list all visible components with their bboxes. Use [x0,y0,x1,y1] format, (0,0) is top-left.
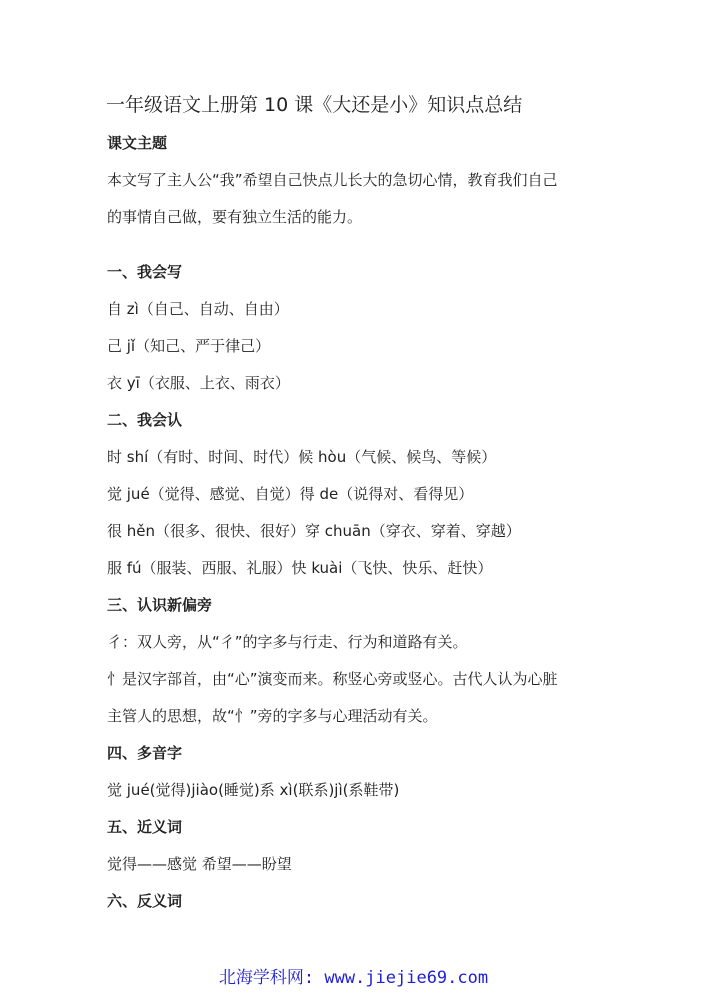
section-heading: 三、认识新偏旁 [107,596,213,614]
section-line: 己 jǐ（知己、严于律己） [107,337,271,355]
section-line: 忄是汉字部首，由“心”演变而来。称竖心旁或竖心。古代人认为心脏 [107,670,558,688]
section-line: 服 fú（服装、西服、礼服）快 kuài（飞快、快乐、赶快） [107,559,493,577]
section-line: 自 zì（自己、自动、自由） [107,300,289,318]
page-title: 一年级语文上册第 10 课《大还是小》知识点总结 [106,94,523,116]
theme-line: 本文写了主人公“我”希望自己快点儿长大的急切心情，教育我们自己 [107,171,558,189]
section-heading: 一、我会写 [107,263,183,281]
section-heading: 四、多音字 [107,744,183,762]
section-line: 时 shí（有时、时间、时代）候 hòu（气候、候鸟、等候） [107,448,497,466]
section-heading: 六、反义词 [107,892,183,910]
section-line: 觉 jué(觉得)jiào(睡觉)系 xì(联系)jì(系鞋带) [107,781,400,799]
section-line: 觉得——感觉 希望——盼望 [107,855,292,873]
section-line: 觉 jué（觉得、感觉、自觉）得 de（说得对、看得见） [107,485,474,503]
section-heading: 五、近义词 [107,818,183,836]
footer-watermark: 北海学科网: www.jiejie69.com [218,968,489,988]
section-line: 彳：双人旁，从“彳”的字多与行走、行为和道路有关。 [107,633,468,651]
section-line: 很 hěn（很多、很快、很好）穿 chuān（穿衣、穿着、穿越） [107,522,521,540]
section-line: 主管人的思想，故“忄”旁的字多与心理活动有关。 [107,707,438,725]
theme-heading: 课文主题 [107,134,168,152]
section-heading: 二、我会认 [107,411,183,429]
theme-line: 的事情自己做，要有独立生活的能力。 [107,208,363,226]
section-line: 衣 yī（衣服、上衣、雨衣） [107,374,290,392]
